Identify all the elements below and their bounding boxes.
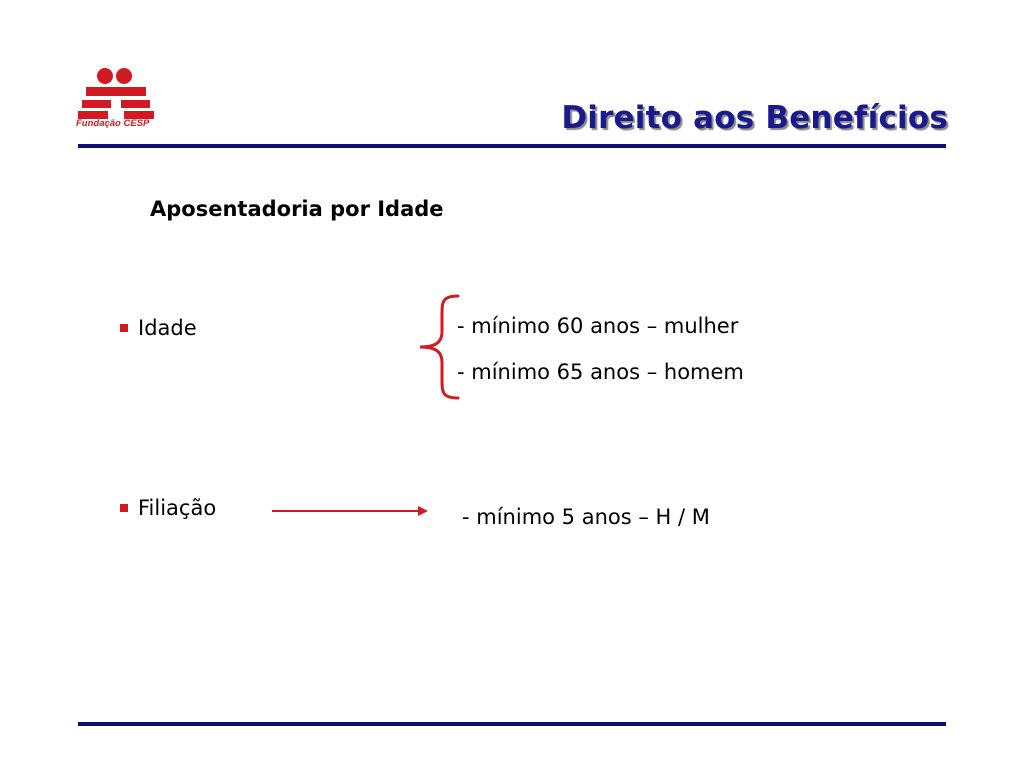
bullet-label: Filiação xyxy=(138,496,217,520)
detail-idade-mulher: - mínimo 60 anos – mulher xyxy=(457,314,739,338)
bullet-item-idade xyxy=(120,316,197,340)
curly-brace-icon xyxy=(414,292,464,402)
slide-title: Direito aos Benefícios xyxy=(561,100,948,136)
right-arrow-icon xyxy=(270,502,430,520)
square-bullet-icon xyxy=(120,504,128,512)
bullet-label: Idade xyxy=(138,316,197,340)
square-bullet-icon xyxy=(120,324,128,332)
detail-filiacao: - mínimo 5 anos – H / M xyxy=(462,505,710,529)
bullet-item-filiacao xyxy=(120,496,216,520)
header-divider xyxy=(78,144,946,148)
footer-divider xyxy=(78,722,946,726)
logo-caption: Fundação CESP xyxy=(76,118,150,129)
detail-idade-homem: - mínimo 65 anos – homem xyxy=(457,360,744,384)
section-subtitle: Aposentadoria por Idade xyxy=(150,197,444,221)
